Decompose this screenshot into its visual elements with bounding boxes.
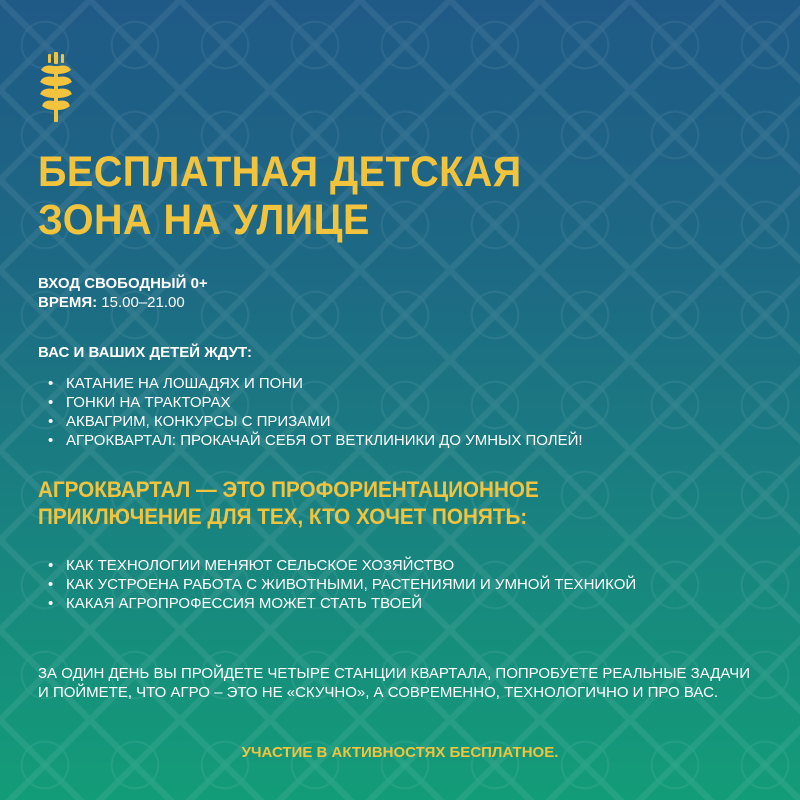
list-item: • АГРОКВАРТАЛ: ПРОКАЧАЙ СЕБЯ ОТ ВЕТКЛИНИКИ ДО УМНЫХ ПОЛЕЙ! (48, 431, 583, 450)
page-title (38, 148, 522, 244)
list-item: • ГОНКИ НА ТРАКТОРАХ (48, 393, 583, 412)
time-row (38, 293, 208, 312)
title-line-1: БЕСПЛАТНАЯ ДЕТСКАЯ (38, 148, 522, 196)
time-label: ВРЕМЯ: (38, 294, 98, 311)
time-value: 15.00–21.00 (97, 294, 185, 311)
subtitle-line-2: ПРИКЛЮЧЕНИЕ ДЛЯ ТЕХ, КТО ХОЧЕТ ПОНЯТЬ: (38, 504, 528, 529)
await-heading: ВАС И ВАШИХ ДЕТЕЙ ЖДУТ: (38, 344, 252, 361)
await-list (48, 374, 583, 450)
list-item: • КАТАНИЕ НА ЛОШАДЯХ И ПОНИ (48, 374, 583, 393)
list-item: • АКВАГРИМ, КОНКУРСЫ С ПРИЗАМИ (48, 412, 583, 431)
title-line-2: ЗОНА НА УЛИЦЕ (38, 196, 370, 244)
list-item: • КАК ТЕХНОЛОГИИ МЕНЯЮТ СЕЛЬСКОЕ ХОЗЯЙСТВО (48, 556, 648, 575)
footer-note: УЧАСТИЕ В АКТИВНОСТЯХ БЕСПЛАТНОЕ. (241, 744, 559, 761)
list-item: • КАКАЯ АГРОПРОФЕССИЯ МОЖЕТ СТАТЬ ТВОЕЙ (48, 594, 648, 613)
subtitle-line-1: АГРОКВАРТАЛ — ЭТО ПРОФОРИЕНТАЦИОННОЕ (38, 477, 539, 502)
list-item: • КАК УСТРОЕНА РАБОТА С ЖИВОТНЫМИ, РАСТЕНИЯМИ И УМНОЙ ТЕХНИКОЙ (48, 575, 648, 594)
wheat-icon (38, 52, 74, 122)
subtitle (38, 476, 715, 530)
learn-list (48, 556, 648, 613)
entry-info (38, 274, 208, 312)
description-paragraph: ЗА ОДИН ДЕНЬ ВЫ ПРОЙДЕТЕ ЧЕТЫРЕ СТАНЦИИ КВАРТАЛА, ПОПРОБУЕТЕ РЕАЛЬНЫЕ ЗАДАЧИ И ПОЙМЕТЕ, ЧТО АГРО – ЭТО НЕ «СКУЧНО», А СОВРЕМЕННО, ТЕХНОЛОГИЧНО И ПРО ВАС. (38, 665, 751, 701)
entry-free-label: ВХОД СВОБОДНЫЙ 0+ (38, 275, 208, 292)
